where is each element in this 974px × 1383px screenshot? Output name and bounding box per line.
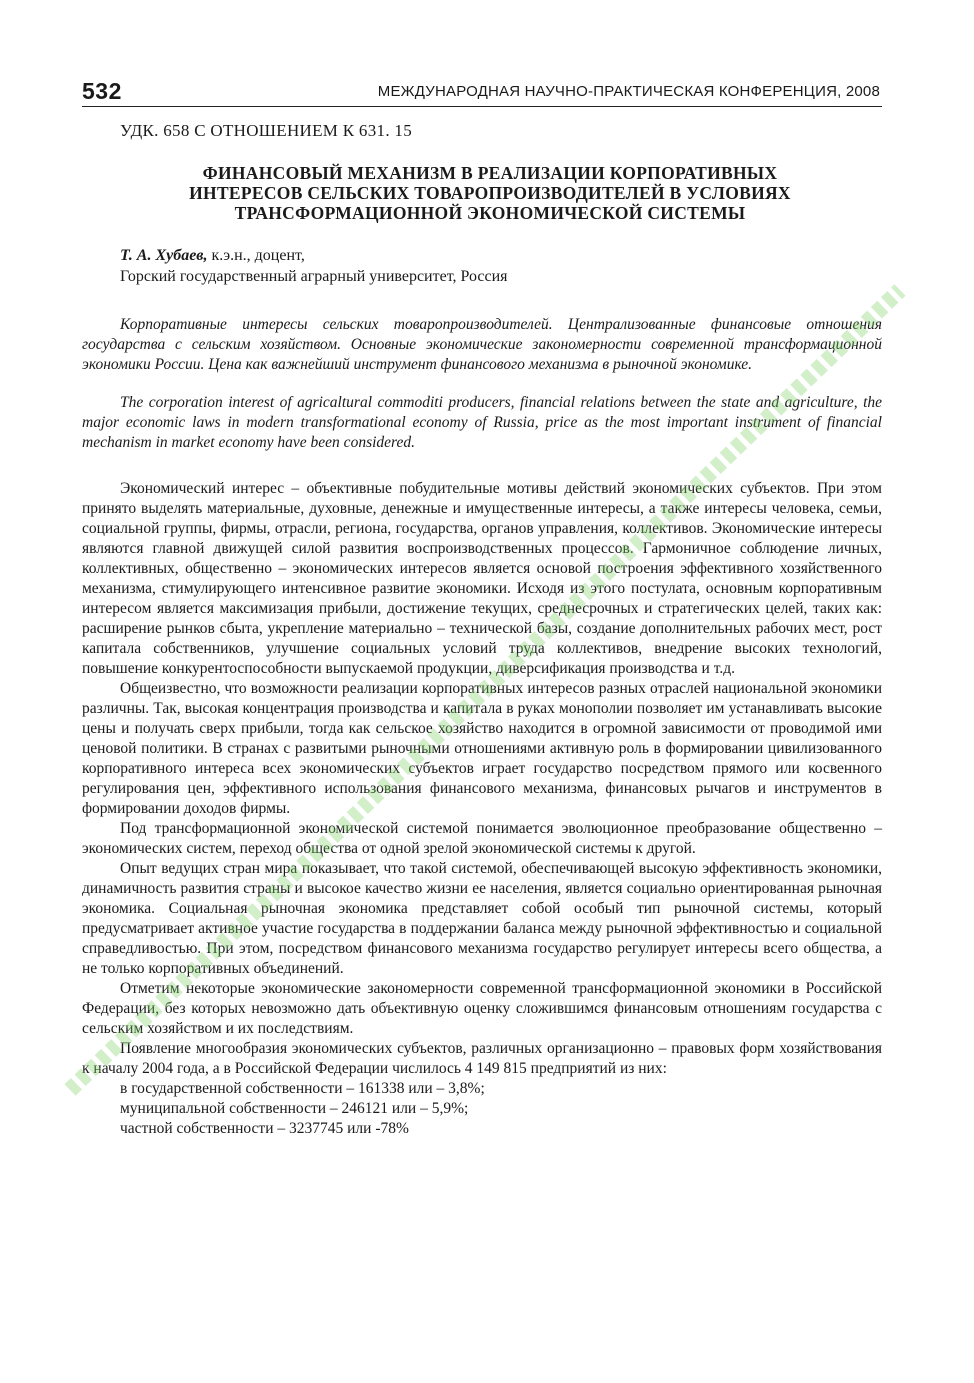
title-line: ФИНАНСОВЫЙ МЕХАНИЗМ В РЕАЛИЗАЦИИ КОРПОРАТИВНЫХ [202,163,778,183]
list-item: в государственной собственности – 161338 или – 3,8%; [120,1080,485,1097]
article-title [100,163,880,223]
author-affiliation: Горский государственный аграрный университет, Россия [120,268,508,285]
conference-title: МЕЖДУНАРОДНАЯ НАУЧНО-ПРАКТИЧЕСКАЯ КОНФЕРЕНЦИЯ, 2008 [377,83,880,100]
running-header [82,78,882,107]
body-paragraph: Экономический интерес – объективные побудительные мотивы действий экономических субъектов. При этом принято выделять материальные, духовные, денежные и имущественные интересы, а также интересы человека, семьи, социальной группы, фирмы, отрасли, региона, государства, органов управления, коллективов. Экономические интересы являются главной движущей силой развития воспроизводственных процессов. Гармоничное соблюдение личных, коллективных, общественно – экономических интересов является основой построения эффективного хозяйственного механизма, стимулирующего интенсивное развитие экономики. Исходя из этого постулата, основным корпоративным интересом является максимизация прибыли, достижение текущих, среднесрочных и стратегических целей, таких как: расширение рынков сбыта, укрепление материально – технической базы, создание дополнительных рабочих мест, рост капитала собственников, улучшение социальных условий труда коллективов, внедрение высоких технологий, повышение конкурентоспособности выпускаемой продукции, диверсификация производства и т.д. [82,480,882,677]
page-number: 532 [82,78,122,104]
body-paragraph: Общеизвестно, что возможности реализации корпоративных интересов разных отраслей национальной экономики различны. Так, высокая концентрация производства и капитала в руках монополии позволяет им устанавливать высокие цены и получать сверх прибыли, тогда как сельское хозяйство находится в огромной зависимости от проводимой ими ценовой политики. В странах с развитыми рыночными отношениями активную роль в формировании цивилизованного корпоративного интереса всех экономических субъектов играет государство посредством прямого или косвенного регулирования цен, эффективного использования финансового механизма, финансовых рычагов и инструментов в формировании доходов фирмы. [82,680,882,817]
body-paragraph: Под трансформационной экономической системой понимается эволюционное преобразование общественно – экономических систем, переход общества от одной зрелой экономической системы к другой. [82,820,882,857]
udc-code: УДК. 658 С ОТНОШЕНИЕМ К 631. 15 [120,121,413,140]
list-item: частной собственности – 3237745 или -78% [120,1120,409,1137]
author-name: Т. А. Хубаев, [120,247,208,264]
list-item: муниципальной собственности – 246121 или – 5,9%; [120,1100,469,1117]
body-paragraph: Отметим некоторые экономические закономерности современной трансформационной экономики в Российской Федерации, без которых невозможно дать объективную оценку сложившимся финансовым отношениям государства с сельским хозяйством и их последствиям. [82,980,882,1037]
author-line [120,247,305,265]
title-line: ТРАНСФОРМАЦИОННОЙ ЭКОНОМИЧЕСКОЙ СИСТЕМЫ [234,203,746,223]
body-paragraph: Появление многообразия экономических субъектов, различных организационно – правовых форм хозяйствования к началу 2004 года, а в Российской Федерации числилось 4 149 815 предприятий из них: [82,1040,882,1077]
abstract-russian: Корпоративные интересы сельских товаропроизводителей. Централизованные финансовые отношения государства с сельским хозяйством. Основные экономические закономерности современной трансформационной экономики России. Цена как важнейший инструмент финансового механизма в рыночной экономике. [82,316,882,373]
body-paragraph: Опыт ведущих стран мира показывает, что такой системой, обеспечивающей высокую эффективность экономики, динамичность развития страны и высокое качество жизни ее населения, является социально ориентированная рыночная экономика. Социальная рыночная экономика представляет собой особый тип рыночной системы, который предусматривает активное участие государства в поддержании баланса между рыночной эффективностью и социальной справедливостью. При этом, посредством финансового механизма государство регулирует интересы всего общества, а не только корпоративных объединений. [82,860,882,977]
article-body [82,479,882,1139]
abstract-english: The corporation interest of agricaltural commoditi producers, financial relations between the state and agriculture, the major economic laws in modern transformational economy of Russia, price as the most important instrument of financial mechanism in market economy have been considered. [82,394,882,451]
author-credentials: к.э.н., доцент, [207,247,305,264]
title-line: ИНТЕРЕСОВ СЕЛЬСКИХ ТОВАРОПРОИЗВОДИТЕЛЕЙ В УСЛОВИЯХ [189,183,791,203]
